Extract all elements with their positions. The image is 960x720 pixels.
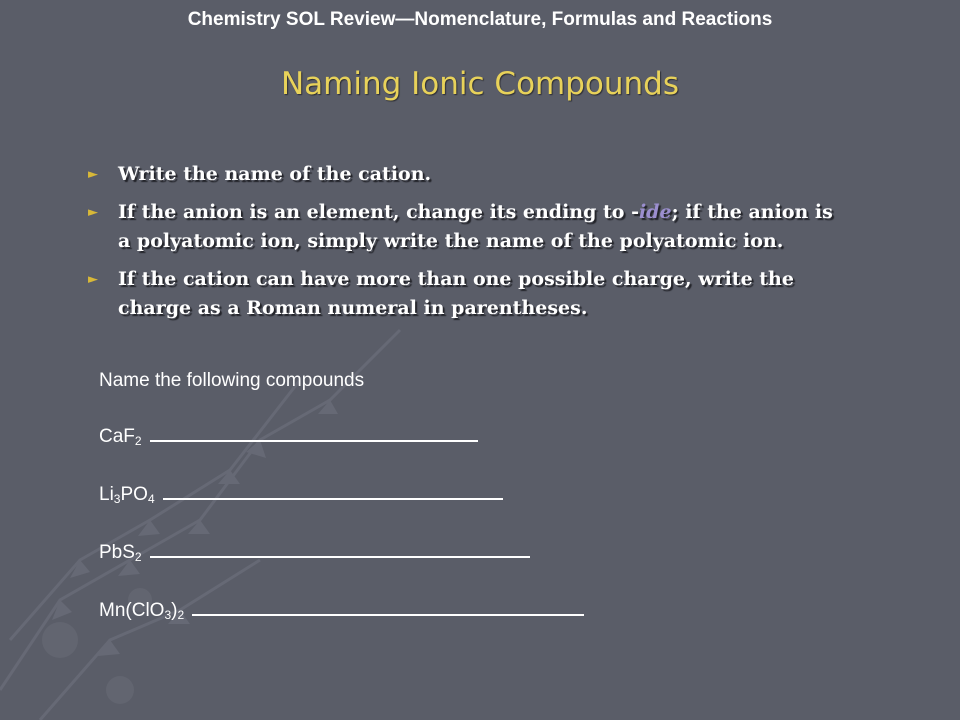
arrow-bullet-icon: ► — [88, 205, 98, 220]
rule-text: If the cation can have more than one possible charge, write the charge as a Roman numeral in parentheses. — [118, 268, 794, 319]
compound-formula: $Mn(ClO_3)_2$ — [99, 600, 185, 622]
rule-text: Write the name of the cation. — [118, 163, 432, 185]
compound-row — [99, 426, 584, 484]
practice-title: Name the following compounds — [99, 370, 365, 391]
compound-row — [99, 542, 584, 600]
rule-text: If the anion is an element, change its ending to - — [118, 201, 639, 223]
answer-blank[interactable] — [150, 426, 478, 442]
ide-suffix: ide — [638, 201, 672, 223]
answer-blank[interactable] — [192, 600, 584, 616]
rule-item — [88, 160, 848, 189]
rule-item — [88, 198, 848, 256]
arrow-bullet-icon: ► — [88, 167, 98, 182]
compound-row — [99, 484, 584, 542]
compound-formula: CaF$_2$ — [99, 426, 142, 448]
compound-formula: PbS$_2$ — [99, 542, 142, 564]
practice-section — [99, 370, 584, 658]
slide-title: Naming Ionic Compounds — [280, 66, 680, 102]
answer-blank[interactable] — [163, 484, 503, 500]
compound-row — [99, 600, 584, 658]
rule-list — [88, 160, 848, 332]
rule-text: ; if the anion is a polyatomic ion, simply write the name of the polyatomic ion. — [118, 201, 833, 252]
rule-item — [88, 265, 848, 323]
answer-blank[interactable] — [150, 542, 530, 558]
arrow-bullet-icon: ► — [88, 272, 98, 287]
compound-formula: $Li_3PO_4$ — [99, 484, 155, 506]
presentation-header: Chemistry SOL Review—Nomenclature, Formulas and Reactions — [187, 9, 773, 30]
